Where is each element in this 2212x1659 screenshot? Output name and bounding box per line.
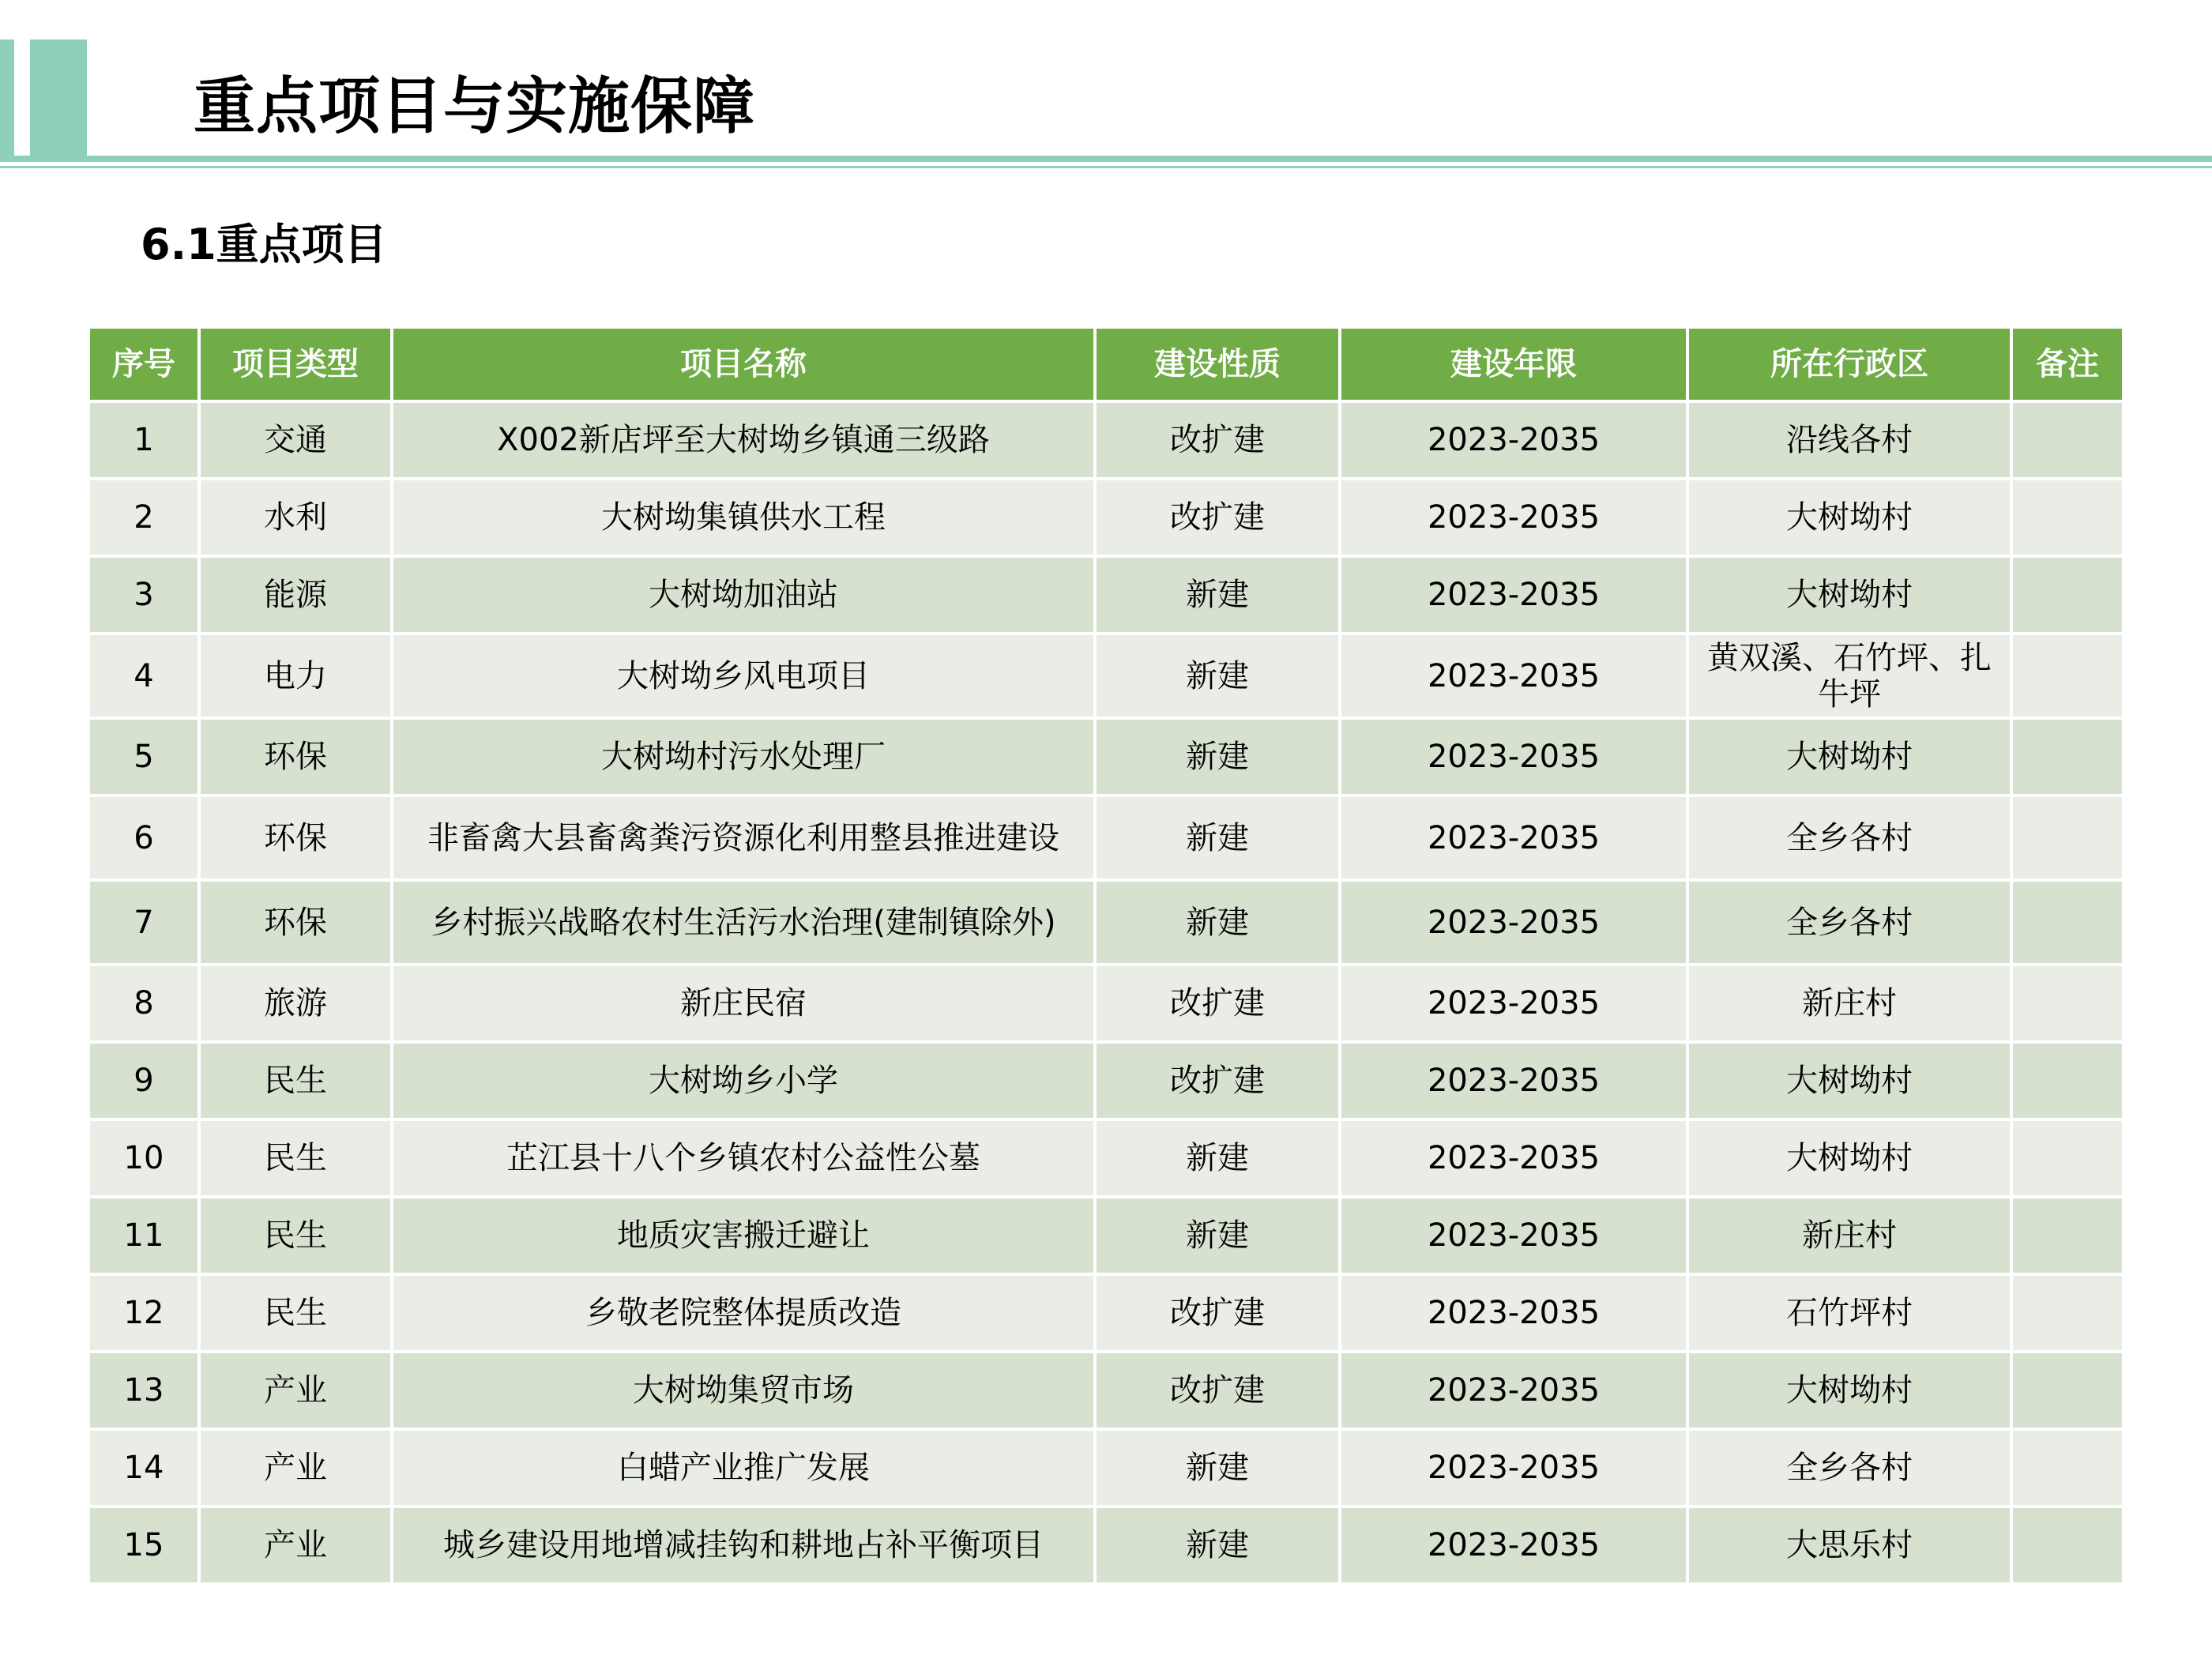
cell-period: 2023-2035 — [1340, 718, 1687, 796]
header-cell-name: 项目名称 — [392, 327, 1095, 401]
cell-type: 环保 — [199, 718, 392, 796]
cell-period: 2023-2035 — [1340, 401, 1687, 479]
cell-nature: 改扩建 — [1095, 479, 1340, 556]
cell-name: 大树坳乡小学 — [392, 1042, 1095, 1119]
cell-district: 沿线各村 — [1687, 401, 2011, 479]
cell-type: 民生 — [199, 1119, 392, 1197]
cell-index: 13 — [88, 1352, 199, 1429]
header-cell-district: 所在行政区 — [1687, 327, 2011, 401]
table-row — [88, 1042, 2124, 1119]
cell-nature: 新建 — [1095, 796, 1340, 880]
cell-nature: 改扩建 — [1095, 1352, 1340, 1429]
table-row — [88, 1429, 2124, 1507]
cell-remarks — [2011, 1507, 2124, 1584]
cell-period: 2023-2035 — [1340, 634, 1687, 718]
table-body — [88, 401, 2124, 1584]
cell-remarks — [2011, 1274, 2124, 1352]
header-accent-bar-thin — [0, 40, 14, 158]
table-row — [88, 479, 2124, 556]
cell-remarks — [2011, 1352, 2124, 1429]
table-row — [88, 1197, 2124, 1274]
cell-nature: 改扩建 — [1095, 401, 1340, 479]
section-title: 6.1重点项目 — [141, 220, 387, 269]
cell-nature: 改扩建 — [1095, 965, 1340, 1042]
header-cell-type: 项目类型 — [199, 327, 392, 401]
header-cell-nature: 建设性质 — [1095, 327, 1340, 401]
cell-nature: 新建 — [1095, 1507, 1340, 1584]
cell-period: 2023-2035 — [1340, 556, 1687, 634]
cell-nature: 新建 — [1095, 1119, 1340, 1197]
cell-remarks — [2011, 1042, 2124, 1119]
cell-period: 2023-2035 — [1340, 1352, 1687, 1429]
cell-name: 芷江县十八个乡镇农村公益性公墓 — [392, 1119, 1095, 1197]
cell-remarks — [2011, 556, 2124, 634]
cell-type: 能源 — [199, 556, 392, 634]
cell-index: 5 — [88, 718, 199, 796]
cell-remarks — [2011, 965, 2124, 1042]
cell-remarks — [2011, 796, 2124, 880]
cell-index: 4 — [88, 634, 199, 718]
cell-name: 大树坳集镇供水工程 — [392, 479, 1095, 556]
cell-district: 全乡各村 — [1687, 1429, 2011, 1507]
cell-type: 民生 — [199, 1274, 392, 1352]
table-row — [88, 1119, 2124, 1197]
table-row — [88, 880, 2124, 965]
cell-index: 3 — [88, 556, 199, 634]
cell-period: 2023-2035 — [1340, 1042, 1687, 1119]
table-row — [88, 796, 2124, 880]
cell-period: 2023-2035 — [1340, 880, 1687, 965]
table-row — [88, 965, 2124, 1042]
cell-remarks — [2011, 634, 2124, 718]
cell-name: 地质灾害搬迁避让 — [392, 1197, 1095, 1274]
cell-index: 12 — [88, 1274, 199, 1352]
cell-nature: 新建 — [1095, 1197, 1340, 1274]
cell-district: 石竹坪村 — [1687, 1274, 2011, 1352]
cell-name: 大树坳村污水处理厂 — [392, 718, 1095, 796]
cell-type: 产业 — [199, 1429, 392, 1507]
cell-type: 水利 — [199, 479, 392, 556]
table-header-row — [88, 327, 2124, 401]
key-projects-table — [87, 325, 2125, 1586]
cell-nature: 新建 — [1095, 634, 1340, 718]
cell-district: 黄双溪、石竹坪、扎牛坪 — [1687, 634, 2011, 718]
table-row — [88, 556, 2124, 634]
cell-index: 1 — [88, 401, 199, 479]
cell-district: 大树坳村 — [1687, 1119, 2011, 1197]
cell-type: 民生 — [199, 1197, 392, 1274]
cell-period: 2023-2035 — [1340, 1429, 1687, 1507]
table-row — [88, 401, 2124, 479]
cell-index: 7 — [88, 880, 199, 965]
cell-district: 大树坳村 — [1687, 1042, 2011, 1119]
cell-nature: 改扩建 — [1095, 1274, 1340, 1352]
cell-district: 全乡各村 — [1687, 796, 2011, 880]
cell-name: 新庄民宿 — [392, 965, 1095, 1042]
cell-name: 乡村振兴战略农村生活污水治理(建制镇除外) — [392, 880, 1095, 965]
cell-nature: 新建 — [1095, 718, 1340, 796]
header-divider-thick — [0, 156, 2212, 162]
cell-type: 环保 — [199, 796, 392, 880]
table-row — [88, 1352, 2124, 1429]
cell-index: 15 — [88, 1507, 199, 1584]
header-cell-remarks: 备注 — [2011, 327, 2124, 401]
cell-nature: 新建 — [1095, 880, 1340, 965]
cell-name: X002新店坪至大树坳乡镇通三级路 — [392, 401, 1095, 479]
cell-district: 大树坳村 — [1687, 718, 2011, 796]
cell-nature: 新建 — [1095, 556, 1340, 634]
header-cell-period: 建设年限 — [1340, 327, 1687, 401]
cell-index: 11 — [88, 1197, 199, 1274]
cell-type: 民生 — [199, 1042, 392, 1119]
table-row — [88, 634, 2124, 718]
cell-remarks — [2011, 479, 2124, 556]
cell-type: 产业 — [199, 1507, 392, 1584]
cell-index: 6 — [88, 796, 199, 880]
cell-district: 大树坳村 — [1687, 556, 2011, 634]
header-accent-bar-wide — [30, 40, 87, 158]
cell-type: 电力 — [199, 634, 392, 718]
cell-period: 2023-2035 — [1340, 1507, 1687, 1584]
cell-name: 白蜡产业推广发展 — [392, 1429, 1095, 1507]
page-title: 重点项目与实施保障 — [194, 71, 756, 142]
cell-remarks — [2011, 718, 2124, 796]
cell-index: 2 — [88, 479, 199, 556]
cell-district: 全乡各村 — [1687, 880, 2011, 965]
cell-remarks — [2011, 1119, 2124, 1197]
cell-period: 2023-2035 — [1340, 965, 1687, 1042]
header-divider-thin — [0, 166, 2212, 168]
cell-type: 环保 — [199, 880, 392, 965]
cell-name: 乡敬老院整体提质改造 — [392, 1274, 1095, 1352]
table-row — [88, 1507, 2124, 1584]
cell-district: 大树坳村 — [1687, 1352, 2011, 1429]
cell-district: 大树坳村 — [1687, 479, 2011, 556]
cell-name: 非畜禽大县畜禽粪污资源化利用整县推进建设 — [392, 796, 1095, 880]
cell-index: 9 — [88, 1042, 199, 1119]
table-row — [88, 718, 2124, 796]
cell-period: 2023-2035 — [1340, 1119, 1687, 1197]
cell-index: 8 — [88, 965, 199, 1042]
cell-type: 交通 — [199, 401, 392, 479]
cell-name: 大树坳乡风电项目 — [392, 634, 1095, 718]
cell-nature: 改扩建 — [1095, 1042, 1340, 1119]
cell-period: 2023-2035 — [1340, 1197, 1687, 1274]
cell-period: 2023-2035 — [1340, 1274, 1687, 1352]
cell-name: 大树坳集贸市场 — [392, 1352, 1095, 1429]
cell-remarks — [2011, 401, 2124, 479]
cell-nature: 新建 — [1095, 1429, 1340, 1507]
cell-type: 产业 — [199, 1352, 392, 1429]
cell-district: 新庄村 — [1687, 1197, 2011, 1274]
cell-district: 大思乐村 — [1687, 1507, 2011, 1584]
table-row — [88, 1274, 2124, 1352]
cell-period: 2023-2035 — [1340, 479, 1687, 556]
cell-period: 2023-2035 — [1340, 796, 1687, 880]
cell-type: 旅游 — [199, 965, 392, 1042]
cell-name: 城乡建设用地增减挂钩和耕地占补平衡项目 — [392, 1507, 1095, 1584]
cell-remarks — [2011, 1429, 2124, 1507]
header-cell-index: 序号 — [88, 327, 199, 401]
cell-index: 10 — [88, 1119, 199, 1197]
cell-name: 大树坳加油站 — [392, 556, 1095, 634]
cell-district: 新庄村 — [1687, 965, 2011, 1042]
cell-index: 14 — [88, 1429, 199, 1507]
cell-remarks — [2011, 880, 2124, 965]
cell-remarks — [2011, 1197, 2124, 1274]
